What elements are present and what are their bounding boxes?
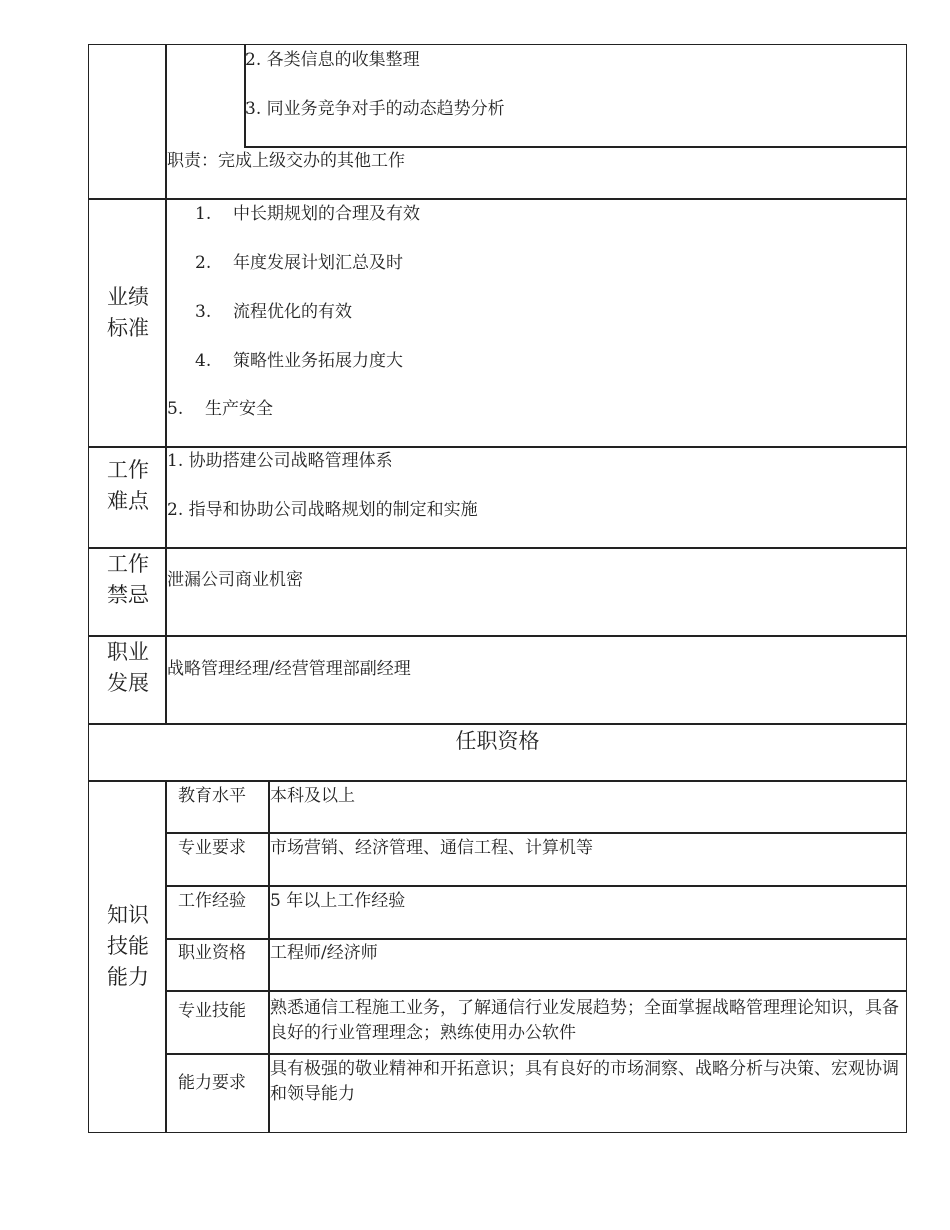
qualification-row-value: 具有极强的敬业精神和开拓意识；具有良好的市场洞察、战略分析与决策、宏观协调和领导能力 xyxy=(270,1059,899,1104)
taboos-label xyxy=(89,549,167,611)
qualification-row-value: 工程师/经济师 xyxy=(270,943,378,963)
career-text: 战略管理经理/经营管理部副经理 xyxy=(167,659,411,679)
item-number: 5. xyxy=(167,399,184,419)
difficulties-label xyxy=(89,455,167,517)
qualification-row-label: 工作经验 xyxy=(178,891,246,911)
divider xyxy=(89,635,906,637)
taboos-text: 泄漏公司商业机密 xyxy=(167,570,303,590)
divider xyxy=(166,990,906,992)
divider xyxy=(166,938,906,940)
taboos-label-text: 工作禁忌 xyxy=(107,552,149,607)
divider xyxy=(89,198,906,200)
performance-label xyxy=(89,282,167,344)
qualification-row-label: 专业技能 xyxy=(178,1001,246,1021)
info-collection-item: 2. 各类信息的收集整理 xyxy=(245,50,420,70)
qualifications-group-label xyxy=(89,900,167,993)
item-number: 3. xyxy=(195,302,212,322)
qualifications-title: 任职资格 xyxy=(455,729,540,753)
career-label xyxy=(89,637,167,699)
performance-item xyxy=(195,253,403,274)
qualification-row-label: 教育水平 xyxy=(178,786,246,806)
performance-item xyxy=(167,399,273,420)
performance-item xyxy=(195,204,420,225)
performance-item xyxy=(195,351,403,372)
performance-label-text: 业绩标准 xyxy=(107,285,149,340)
qualification-row-label: 职业资格 xyxy=(178,943,246,963)
item-text: 中长期规划的合理及有效 xyxy=(233,204,420,224)
item-text: 策略性业务拓展力度大 xyxy=(233,351,403,371)
divider xyxy=(165,45,167,723)
difficulties-label-text: 工作难点 xyxy=(107,458,149,513)
difficulty-item: 2. 指导和协助公司战略规划的制定和实施 xyxy=(167,500,478,520)
item-text: 年度发展计划汇总及时 xyxy=(233,253,403,273)
divider xyxy=(89,446,906,448)
item-text: 生产安全 xyxy=(205,399,273,419)
divider xyxy=(166,1053,906,1055)
qualification-row-value: 本科及以上 xyxy=(270,786,355,806)
divider xyxy=(89,547,906,549)
qualification-row-value: 熟悉通信工程施工业务，了解通信行业发展趋势；全面掌握战略管理理论知识，具备良好的行业管理理念；熟练使用办公软件 xyxy=(270,998,899,1043)
item-number: 1. xyxy=(195,204,212,224)
qualifications-group-label-text: 知识技能能力 xyxy=(107,903,149,989)
qualification-row-value: 5 年以上工作经验 xyxy=(270,891,406,911)
difficulty-item: 1. 协助搭建公司战略管理体系 xyxy=(167,451,393,471)
competitor-analysis-item: 3. 同业务竞争对手的动态趋势分析 xyxy=(245,99,505,119)
divider xyxy=(166,885,906,887)
divider xyxy=(89,723,906,725)
qualification-row-value: 市场营销、经济管理、通信工程、计算机等 xyxy=(270,838,593,858)
other-duty-line: 职责：完成上级交办的其他工作 xyxy=(167,151,405,171)
divider xyxy=(89,780,906,782)
career-label-text: 职业发展 xyxy=(107,640,149,695)
divider xyxy=(244,146,906,148)
item-number: 2. xyxy=(195,253,212,273)
item-text: 流程优化的有效 xyxy=(233,302,352,322)
qualification-row-label: 专业要求 xyxy=(178,838,246,858)
divider xyxy=(166,832,906,834)
performance-item xyxy=(195,302,352,323)
item-number: 4. xyxy=(195,351,212,371)
qualification-row-label: 能力要求 xyxy=(178,1073,246,1093)
job-description-table xyxy=(88,44,907,1133)
